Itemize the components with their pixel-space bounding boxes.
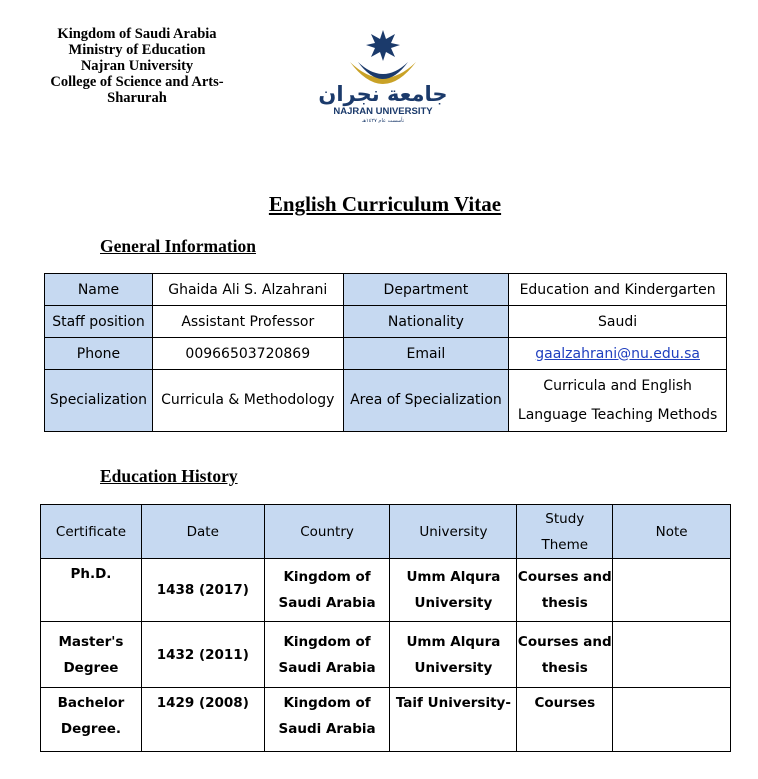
- cell-line: Kingdom of: [283, 695, 371, 711]
- col-country: Country: [264, 505, 390, 559]
- label-specialization: Specialization: [45, 370, 153, 432]
- general-info-heading: General Information: [100, 236, 257, 256]
- cell-certificate: [41, 622, 142, 688]
- education-history-heading: Education History: [100, 466, 238, 486]
- cell-certificate: [41, 559, 142, 622]
- cell-line: Saudi Arabia: [278, 721, 376, 737]
- cell-certificate: [41, 688, 142, 752]
- cell-line: Courses and: [517, 569, 612, 585]
- logo-tagline: تأسست عام ١٤٢٧هـ: [361, 118, 405, 124]
- table-row: [45, 306, 727, 338]
- cell-line: thesis: [541, 659, 588, 676]
- table-row: [41, 622, 731, 688]
- value-specialization: Curricula & Methodology: [152, 370, 343, 432]
- label-area-of-specialization: Area of Specialization: [343, 370, 509, 432]
- cell-date: 1438 (2017): [141, 559, 264, 622]
- cell-line: Courses: [534, 695, 596, 711]
- cell-study-theme: [517, 688, 613, 752]
- cell-line: Saudi Arabia: [278, 595, 376, 611]
- value-phone: 00966503720869: [152, 338, 343, 370]
- institution-header: [22, 26, 252, 106]
- email-link[interactable]: gaalzahrani@nu.edu.sa: [535, 345, 700, 362]
- cell-university: [390, 688, 517, 752]
- value-email-cell: [509, 338, 727, 370]
- value-nationality: Saudi: [509, 306, 727, 338]
- label-nationality: Nationality: [343, 306, 509, 338]
- table-row: [45, 274, 727, 306]
- table-row: [45, 370, 727, 432]
- table-row: [41, 688, 731, 752]
- cell-line: Kingdom of: [283, 569, 371, 585]
- value-line: Curricula and English: [543, 377, 692, 394]
- cell-line: thesis: [541, 595, 588, 611]
- cell-university: [390, 622, 517, 688]
- header-line: Sharurah: [107, 90, 167, 106]
- label-staff-position: Staff position: [45, 306, 153, 338]
- najran-university-logo: [318, 28, 448, 124]
- col-note: Note: [613, 505, 731, 559]
- col-university: University: [390, 505, 517, 559]
- cell-line: Courses and: [517, 633, 612, 650]
- col-study-theme: [517, 505, 613, 559]
- cell-line: Kingdom of: [283, 633, 371, 650]
- label-department: Department: [343, 274, 509, 306]
- general-info-table: [44, 273, 727, 432]
- cell-line: Ph.D.: [70, 566, 112, 582]
- cell-country: [264, 688, 390, 752]
- cell-study-theme: [517, 559, 613, 622]
- header-line: Ministry of Education: [68, 42, 206, 58]
- cell-study-theme: [517, 622, 613, 688]
- cell-line: Degree.: [60, 721, 122, 737]
- cell-date: 1429 (2008): [141, 688, 264, 752]
- table-row: [41, 559, 731, 622]
- cell-university: [390, 559, 517, 622]
- value-name: Ghaida Ali S. Alzahrani: [152, 274, 343, 306]
- cell-line: Bachelor: [57, 695, 125, 711]
- value-staff-position: Assistant Professor: [152, 306, 343, 338]
- cell-note: [613, 688, 731, 752]
- value-line: Language Teaching Methods: [517, 406, 718, 423]
- cell-line: Umm Alqura: [406, 569, 501, 585]
- value-department: Education and Kindergarten: [509, 274, 727, 306]
- cell-note: [613, 559, 731, 622]
- cell-note: [613, 622, 731, 688]
- col-date: Date: [141, 505, 264, 559]
- cell-line: University: [414, 659, 493, 676]
- cell-country: [264, 622, 390, 688]
- header-line: Theme: [541, 536, 589, 553]
- logo-arc: [350, 62, 416, 84]
- label-phone: Phone: [45, 338, 153, 370]
- table-row: [45, 338, 727, 370]
- label-name: Name: [45, 274, 153, 306]
- header-line: College of Science and Arts-: [50, 74, 224, 90]
- cell-line: Degree: [63, 659, 119, 676]
- page-title: English Curriculum Vitae: [268, 192, 502, 216]
- logo-arabic-text: جامعة نجران: [318, 82, 448, 106]
- cell-country: [264, 559, 390, 622]
- value-area-of-specialization: [509, 370, 727, 432]
- cell-date: 1432 (2011): [141, 622, 264, 688]
- header-line: Study: [545, 510, 585, 527]
- header-line: Najran University: [80, 58, 194, 74]
- education-history-table: [40, 504, 731, 752]
- logo-star-icon: [366, 30, 400, 61]
- cell-line: Umm Alqura: [406, 633, 501, 650]
- logo-english-text: NAJRAN UNIVERSITY: [333, 106, 433, 117]
- label-email: Email: [343, 338, 509, 370]
- table-header-row: [41, 505, 731, 559]
- cell-line: University: [414, 595, 493, 611]
- col-certificate: Certificate: [41, 505, 142, 559]
- cell-line: Taif University-: [395, 695, 511, 711]
- cell-line: Master's: [58, 633, 124, 650]
- cell-line: Saudi Arabia: [278, 659, 376, 676]
- header-line: Kingdom of Saudi Arabia: [57, 26, 217, 42]
